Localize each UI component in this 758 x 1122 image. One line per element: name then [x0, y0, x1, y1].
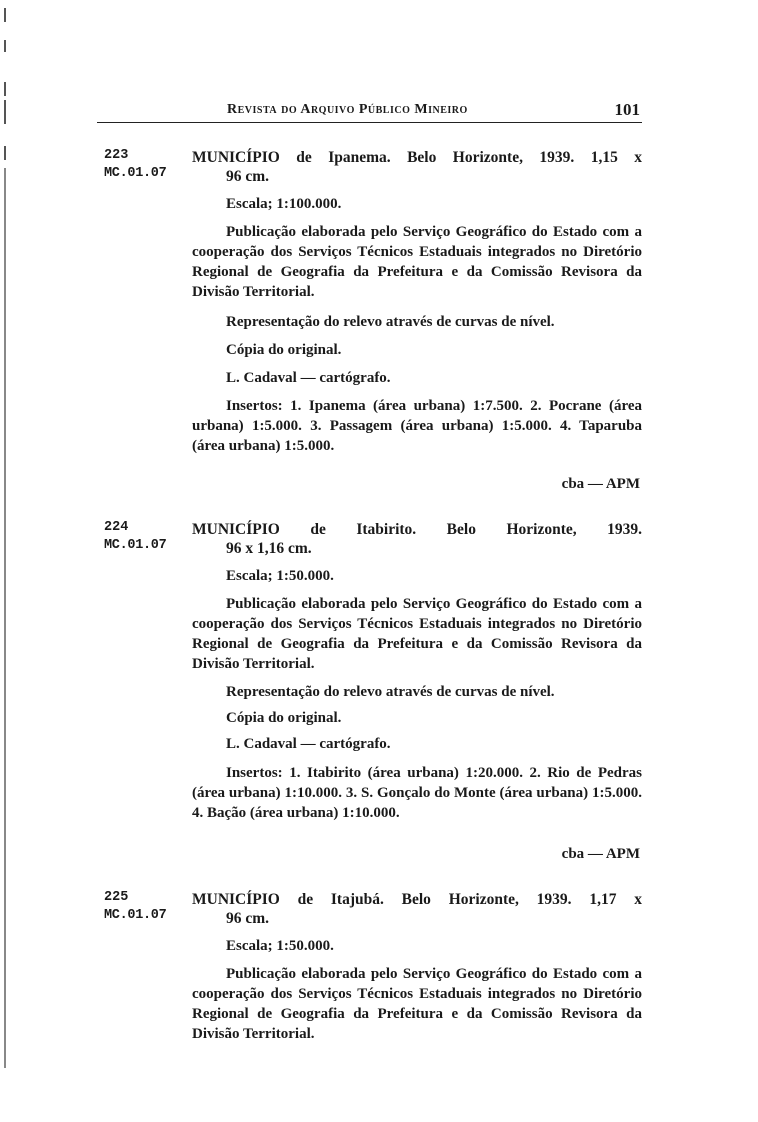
entry-insets: Insertos: 1. Itabirito (área urbana) 1:20.000. 2. Rio de Pedras (área urbana) 1:10.000. 3. S. Gonçalo do Monte (área urbana) 1:5.000. 4. Bação (área urbana) 1:10.000. [192, 765, 642, 821]
entry-relief: Representação do relevo através de curvas de nível. [226, 684, 555, 700]
entry-title-line2: 96 x 1,16 cm. [226, 540, 312, 557]
scan-edge-mark [4, 40, 6, 52]
entry-publication: Publicação elaborada pelo Serviço Geográfico do Estado com a cooperação dos Serviços Técnicos Estaduais integrados no Diretório Regional de Geografia da Prefeitura e da Comissão Revisora da Divisão Territorial. [192, 596, 642, 672]
entry-relief: Representação do relevo através de curvas de nível. [226, 314, 555, 330]
scan-edge-line [4, 168, 6, 1068]
page-number: 101 [614, 100, 640, 119]
scan-edge-mark [4, 100, 6, 124]
entry-scale: Escala; 1:50.000. [226, 568, 334, 584]
scan-edge-mark [4, 8, 6, 22]
entry-title-line1: MUNICÍPIO de Ipanema. Belo Horizonte, 1939. 1,15 x [192, 149, 642, 166]
entry-title-line2: 96 cm. [226, 168, 270, 185]
entry-cartographer: L. Cadaval — cartógrafo. [226, 370, 391, 386]
entry-number: 223 [104, 148, 129, 163]
entry-publication: Publicação elaborada pelo Serviço Geográfico do Estado com a cooperação dos Serviços Técnicos Estaduais integrados no Diretório Regional de Geografia da Prefeitura e da Comissão Revisora da Divisão Territorial. [192, 224, 642, 300]
entry-credit: cba — APM [561, 476, 640, 492]
entry-scale: Escala; 1:100.000. [226, 196, 342, 212]
running-header [97, 100, 642, 123]
entry-insets: Insertos: 1. Ipanema (área urbana) 1:7.500. 2. Pocrane (área urbana) 1:5.000. 3. Passagem (área urbana) 1:5.000. 4. Taparuba (área urbana) 1:5.000. [192, 398, 642, 454]
entry-code: MC.01.07 [104, 538, 167, 553]
entry-copy: Cópia do original. [226, 342, 342, 358]
entry-code: MC.01.07 [104, 166, 167, 181]
journal-title: Revista do Arquivo Público Mineiro [227, 102, 468, 117]
entry-title-line1: MUNICÍPIO de Itabirito. Belo Horizonte, 1939. [192, 521, 642, 538]
entry-title-line2: 96 cm. [226, 910, 270, 927]
entry-publication: Publicação elaborada pelo Serviço Geográfico do Estado com a cooperação dos Serviços Técnicos Estaduais integrados no Diretório Regional de Geografia da Prefeitura e da Comissão Revisora da Divisão Territorial. [192, 966, 642, 1042]
entry-copy: Cópia do original. [226, 710, 342, 726]
entry-cartographer: L. Cadaval — cartógrafo. [226, 736, 391, 752]
entry-scale: Escala; 1:50.000. [226, 938, 334, 954]
entry-title-line1: MUNICÍPIO de Itajubá. Belo Horizonte, 1939. 1,17 x [192, 891, 642, 908]
scan-edge-mark [4, 82, 6, 96]
scan-edge-mark [4, 146, 6, 160]
entry-number: 224 [104, 520, 129, 535]
entry-credit: cba — APM [561, 846, 640, 862]
entry-number: 225 [104, 890, 129, 905]
entry-code: MC.01.07 [104, 908, 167, 923]
